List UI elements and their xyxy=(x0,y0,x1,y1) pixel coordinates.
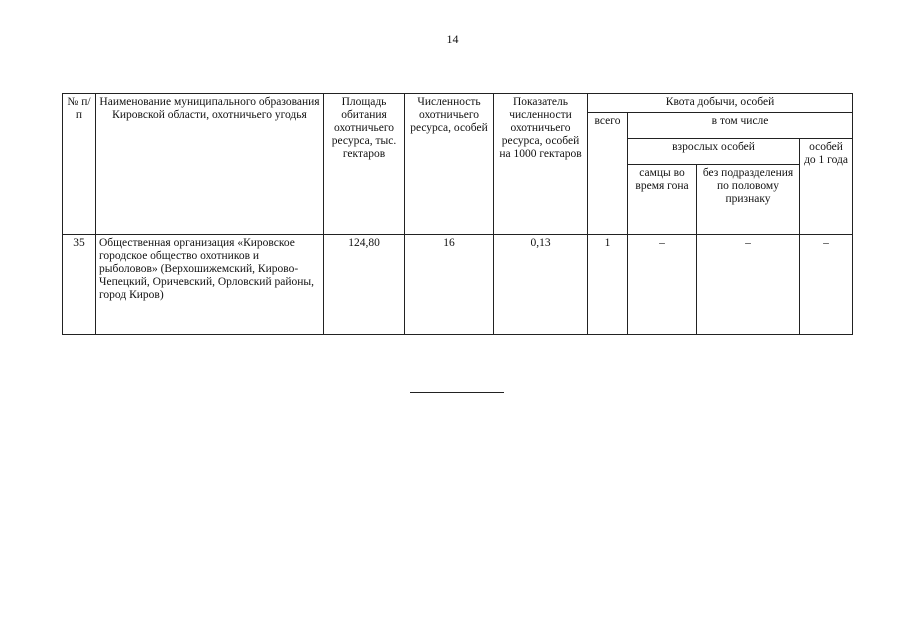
cell-males-rut: – xyxy=(628,235,697,335)
table-row xyxy=(63,235,853,335)
header-males-rut: самцы во время гона xyxy=(628,165,697,235)
header-total: всего xyxy=(588,113,628,235)
header-including: в том числе xyxy=(628,113,853,139)
cell-area: 124,80 xyxy=(324,235,405,335)
header-num: № п/п xyxy=(63,94,96,235)
cell-name: Общественная организация «Кировское городское общество охотников и рыболовов» (Верхошижемский, Кирово-Чепецкий, Оричевский, Орловский районы, город Киров) xyxy=(96,235,324,335)
header-adults: взрослых особей xyxy=(628,139,800,165)
header-count: Численность охотничьего ресурса, особей xyxy=(405,94,494,235)
header-juveniles: особей до 1 года xyxy=(800,139,853,235)
page-number: 14 xyxy=(446,32,459,46)
cell-juveniles: – xyxy=(800,235,853,335)
cell-no-sex-division: – xyxy=(697,235,800,335)
cell-total: 1 xyxy=(588,235,628,335)
header-no-sex-division: без подразделения по половому признаку xyxy=(697,165,800,235)
header-density: Показатель численности охотничьего ресурса, особей на 1000 гектаров xyxy=(494,94,588,235)
cell-density: 0,13 xyxy=(494,235,588,335)
header-quota: Квота добычи, особей xyxy=(588,94,853,113)
end-separator-line xyxy=(410,392,504,393)
header-area: Площадь обитания охотничьего ресурса, тыс. гектаров xyxy=(324,94,405,235)
cell-num: 35 xyxy=(63,235,96,335)
cell-count: 16 xyxy=(405,235,494,335)
quota-table xyxy=(62,93,853,335)
header-name: Наименование муниципального образования Кировской области, охотничьего угодья xyxy=(96,94,324,235)
